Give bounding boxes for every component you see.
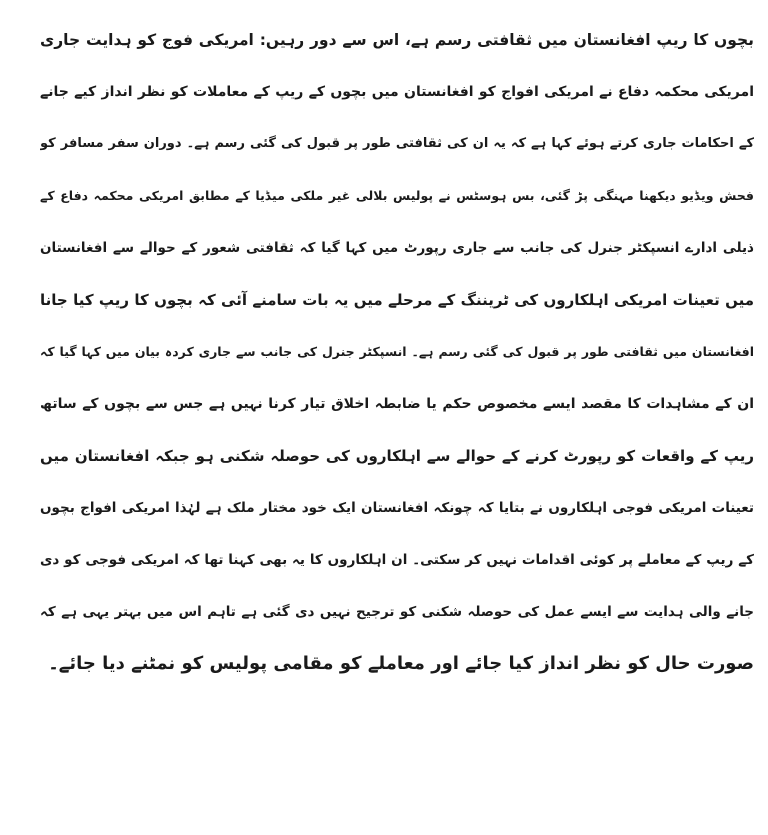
article-line: ان کے مشاہدات کا مقصد ایسے مخصوص حکم یا ضابطہ اخلاق تیار کرنا نہیں ہے جس سے بچوں کے ساتھ [40, 396, 754, 412]
article-line: ذیلی ادارے انسپکٹر جنرل کی جانب سے جاری رپورٹ میں کہا گیا کہ ثقافتی شعور کے حوالے سے افغانستان [40, 240, 754, 256]
article-line: کے احکامات جاری کرتے ہوئے کہا ہے کہ یہ ان کی ثقافتی طور پر قبول کی گئی رسم ہے۔ دوران سفر مسافر کو [40, 136, 754, 151]
article-line: بچوں کا ریپ افغانستان میں ثقافتی رسم ہے، اس سے دور رہیں: امریکی فوج کو ہدایت جاری [40, 31, 754, 49]
article-line: جانے والی ہدایت سے ایسے عمل کی حوصلہ شکنی کو ترجیح نہیں دی گئی ہے تاہم اس میں بہتر یہی ہے کہ [40, 604, 754, 620]
article-line: صورت حال کو نظر انداز کیا جائے اور معاملے کو مقامی پولیس کو نمٹنے دیا جائے۔ [48, 653, 754, 674]
article-line: فحش ویڈیو دیکھنا مہنگی پڑ گئی، بس ہوسٹس نے پولیس بلالی غیر ملکی میڈیا کے مطابق امریکی محکمہ دفاع کے [40, 188, 754, 203]
article-body [40, 14, 754, 690]
article-line: امریکی محکمہ دفاع نے امریکی افواج کو افغانستان میں بچوں کے ریپ کے معاملات کو نظر انداز کیے جانے [40, 84, 754, 100]
article-line: تعینات امریکی فوجی اہلکاروں نے بتایا کہ چونکہ افغانستان ایک خود مختار ملک ہے لہٰذا امریکی افواج بچوں [40, 500, 754, 516]
article-line: کے ریپ کے معاملے پر کوئی اقدامات نہیں کر سکتی۔ ان اہلکاروں کا یہ بھی کہنا تھا کہ امریکی فوجی کو دی [40, 552, 754, 568]
article-line: ریپ کے واقعات کو رپورٹ کرنے کے حوالے سے اہلکاروں کی حوصلہ شکنی ہو جبکہ افغانستان میں [40, 447, 754, 465]
article-line: افغانستان میں ثقافتی طور پر قبول کی گئی رسم ہے۔ انسپکٹر جنرل کی جانب سے جاری کردہ بیان میں کہا گیا کہ [40, 344, 754, 359]
article-line: میں تعینات امریکی اہلکاروں کی ٹریننگ کے مرحلے میں یہ بات سامنے آئی کہ بچوں کا ریپ کیا جانا [40, 291, 754, 309]
